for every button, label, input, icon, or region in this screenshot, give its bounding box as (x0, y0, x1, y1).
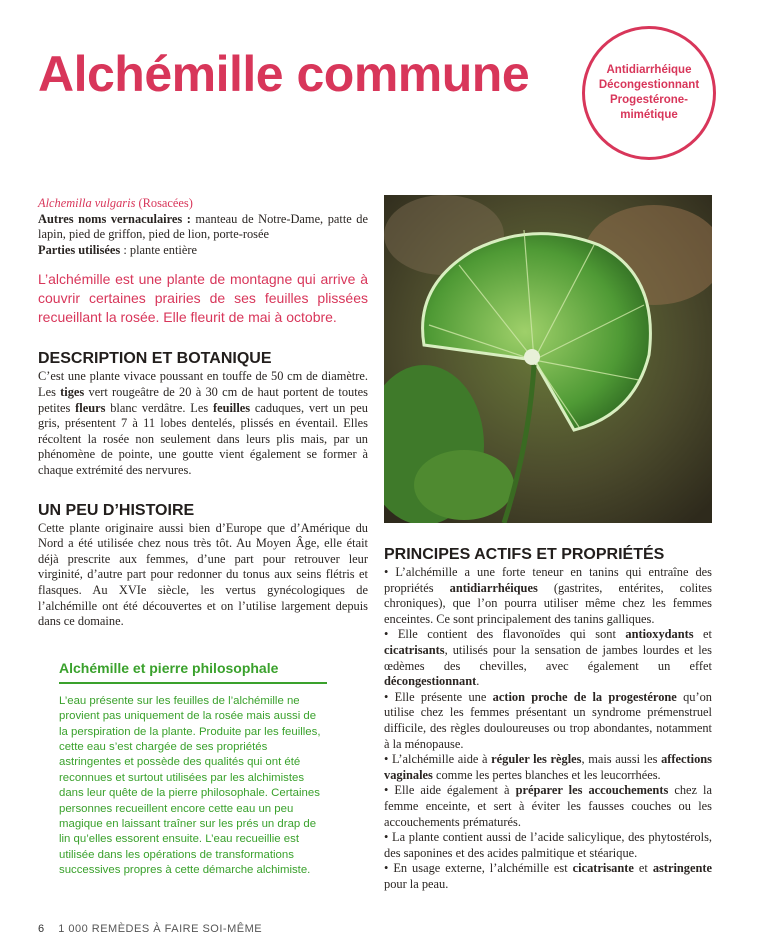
history-heading: UN PEU D’HISTOIRE (38, 501, 195, 519)
badge-line: mimétique (620, 109, 678, 121)
bold-term: fleurs (75, 400, 106, 415)
text-segment: qu’on utilise chez les femmes présentant un syndrome prémenstruel difficile, des règles douloureuses ou trop abondantes, notamment à la ménopause. (384, 689, 712, 751)
plant-family: (Rosacées) (135, 196, 193, 210)
badge-line: Progestérone- (610, 94, 688, 106)
left-column (38, 195, 368, 879)
text-segment: , utilisés pour la sensation de jambes lourdes et les œdèmes des chevilles, avec également un effet (384, 642, 712, 673)
principle-item (384, 783, 712, 830)
other-names-label: Autres noms vernaculaires : (38, 211, 191, 226)
text-segment: comme les pertes blanches et les leucorrhées. (432, 767, 661, 782)
text-segment: chez la femme enceinte, et sert à éviter les fausses couches ou les accouchements prématurés. (384, 783, 713, 829)
bold-term: action proche de la progestérone (492, 689, 677, 704)
latin-name: Alchemilla vulgaris (38, 196, 136, 210)
properties-badge (582, 26, 716, 160)
bold-term: cicatrisants (384, 642, 445, 657)
other-names (38, 212, 368, 243)
bold-term: affections vaginales (384, 752, 712, 782)
text-segment: • Elle présente une (384, 689, 493, 704)
text-segment: • La plante contient aussi de l’acide salicylique, des phytostérols, des saponines et des acides palmitique et stéarique. (384, 830, 712, 860)
text-segment: • En usage externe, l’alchémille est (384, 861, 573, 876)
text-segment: C’est une plante vivace poussant en touffe de 50 cm de diamètre. Les (38, 369, 368, 399)
bold-term: antidiarrhéiques (449, 580, 538, 595)
text-segment: pour la peau. (384, 876, 449, 891)
bold-term: feuilles (212, 400, 251, 415)
principle-item (384, 690, 712, 752)
bold-term: antioxydants (625, 627, 694, 642)
page-footer (38, 922, 771, 936)
text-segment: • Elle aide également à (384, 783, 516, 798)
badge-line: Antidiarrhéique (606, 64, 692, 76)
principle-item (384, 627, 712, 689)
text-segment: • Elle contient des flavonoïdes qui sont (384, 627, 626, 642)
bold-term: cicatrisante (572, 861, 634, 876)
text-segment: et (633, 861, 653, 876)
text-segment: vert rougeâtre de 20 à 30 cm de haut portent de toutes petites (38, 384, 368, 415)
box-text: L’eau présente sur les feuilles de l’alchémille ne provient pas uniquement de la rosée mais aussi de la perspiration de la plante. Produite par les feuilles, cette eau s’est chargée de ses propriétés astringentes et possède des qualités qui ont été reconnues et surtout utilisées par les alchimistes dans leur quête de la pierre philosophale. Certaines personnes recueillent encore cette eau un peu magique en laissant traîner sur les prés un drap de lin qu’elles essorent ensuite. L’eau recueillie est utilisée dans les opérations de transformations successives propres à cette démarche alchimiste. (59, 694, 321, 877)
columns (0, 195, 771, 892)
box-heading: Alchémille et pierre philosophale (59, 660, 327, 684)
bold-term: réguler les règles (491, 752, 582, 767)
book-title: 1 000 REMÈDES À FAIRE SOI-MÊME (58, 923, 263, 936)
history-text: Cette plante originaire aussi bien d’Europe que d’Amérique du Nord a été utilisée chez nous très tôt. Au Moyen Âge, elle était déjà prescrite aux femmes, d’une part pour retrouver leur virginité, d’autre part pour redonner du tonus aux seins flétris et flasques. Au XVIe siècle, les vertus gynécologiques de l’alchémille ont été découvertes et on l’utilise largement depuis dans ce domaine. (38, 520, 368, 629)
description-text (38, 369, 368, 478)
principle-item (384, 752, 712, 783)
text-segment: • L’alchémille aide à (384, 752, 492, 767)
text-segment: blanc verdâtre. Les (105, 400, 213, 415)
sidebar-box (59, 660, 327, 879)
text-segment: . (476, 674, 480, 689)
principles-heading: PRINCIPES ACTIFS ET PROPRIÉTÉS (384, 546, 665, 563)
intro-text: L’alchémille est une plante de montagne qui arrive à couvrir certaines prairies de ses feuilles plissées recueillant la rosée. Elle fleurit de mai à octobre. (38, 271, 368, 326)
parts-label: Parties utilisées (38, 242, 121, 257)
bold-term: astringente (652, 861, 713, 876)
parts-used (38, 243, 368, 259)
bold-term: décongestionnant (384, 674, 477, 689)
plant-photo (384, 195, 712, 523)
right-column (384, 195, 712, 892)
text-segment: (gastrites, entérites, colites chroniques), que l’on pourra utiliser même chez les femmes enceintes. Ce sont principalement des tanins galliques. (384, 580, 712, 626)
text-segment: et (693, 627, 713, 642)
description-heading: DESCRIPTION ET BOTANIQUE (38, 350, 272, 368)
principle-item (384, 565, 712, 627)
page-number: 6 (38, 923, 45, 936)
text-segment: , mais aussi les (581, 752, 662, 767)
bold-term: préparer les accouchements (515, 783, 669, 798)
text-segment: • L’alchémille a une forte teneur en tanins qui entraîne des propriétés (384, 565, 712, 595)
page-title: Alchémille commune (38, 46, 530, 102)
other-names-value: manteau de Notre-Dame, patte de lapin, pied de griffon, pied de lion, porte-rosée (38, 211, 369, 242)
text-segment: caduques, vert un peu gris, présentent 7 à 11 lobes dentelés, plissés en éventail. Elles récoltent la rosée non seulement dans leurs plis mais, par un phénomène de pointe, une goutte vient également se former à chaque extrémité des nervures. (38, 400, 368, 477)
principle-item (384, 830, 712, 861)
botanical-name (38, 196, 368, 212)
parts-value: : plante entière (120, 242, 197, 257)
bold-term: tiges (60, 384, 85, 399)
principle-item (384, 861, 712, 892)
badge-line: Décongestionnant (598, 79, 700, 91)
